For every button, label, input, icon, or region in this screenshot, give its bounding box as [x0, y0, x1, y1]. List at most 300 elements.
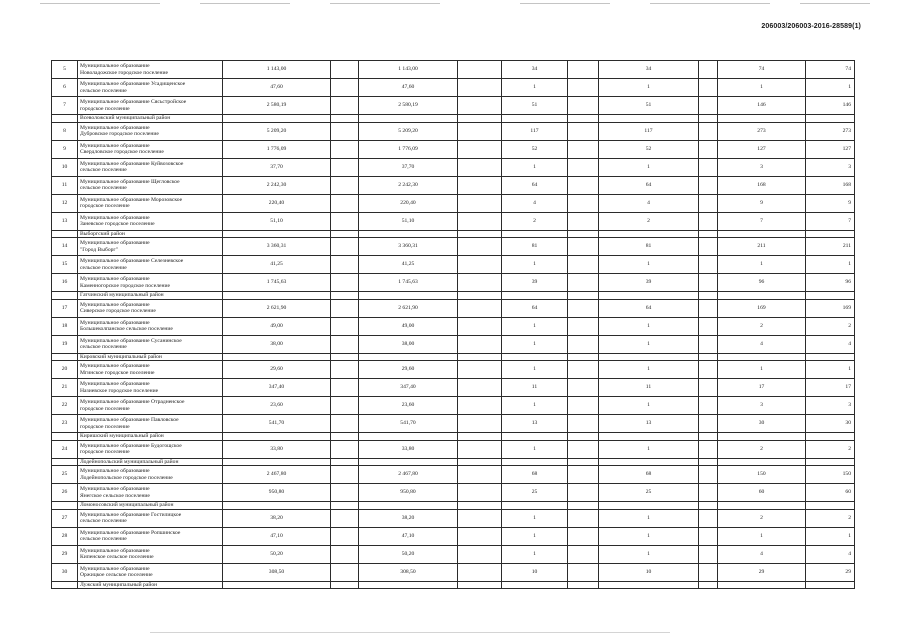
- empty-cell: [699, 158, 718, 176]
- count-cell: 1: [502, 440, 568, 458]
- count-cell: 1: [502, 335, 568, 353]
- count-cell: 17: [718, 379, 806, 397]
- count-cell: 1: [502, 527, 568, 545]
- count-cell: 29: [806, 563, 855, 581]
- municipality-name-cell: [78, 502, 223, 510]
- count-cell: 146: [718, 97, 806, 115]
- area-cell: 41,25: [223, 256, 331, 274]
- empty-cell: [458, 563, 502, 581]
- empty-cell: [502, 502, 568, 510]
- count-cell: 2: [599, 212, 699, 230]
- count-cell: 1: [599, 317, 699, 335]
- empty-cell: [568, 292, 599, 300]
- count-cell: 2: [806, 509, 855, 527]
- municipality-name-cell: [78, 292, 223, 300]
- count-cell: 81: [599, 238, 699, 256]
- empty-cell: [806, 115, 855, 123]
- table-row: [52, 256, 855, 274]
- table-row: [52, 466, 855, 484]
- table-row: [52, 79, 855, 97]
- municipality-name-line: Всеволожский муниципальный район: [80, 115, 171, 121]
- count-cell: 168: [806, 176, 855, 194]
- municipality-name-line: Муниципальное образование: [80, 363, 150, 369]
- count-cell: 60: [718, 484, 806, 502]
- table-row: [52, 97, 855, 115]
- empty-cell: [331, 440, 359, 458]
- count-cell: 211: [806, 238, 855, 256]
- count-cell: 2: [806, 317, 855, 335]
- municipality-name-cell: [78, 581, 223, 589]
- municipality-name-line: Кипенское сельское поселение: [80, 554, 154, 560]
- area-cell: 50,20: [223, 545, 331, 563]
- empty-cell: [699, 581, 718, 589]
- empty-cell: [699, 458, 718, 466]
- empty-cell: [359, 292, 458, 300]
- count-cell: 68: [502, 466, 568, 484]
- row-number-cell: 13: [52, 212, 78, 230]
- empty-cell: [599, 353, 699, 361]
- empty-cell: [699, 484, 718, 502]
- area-cell: 33,80: [223, 440, 331, 458]
- count-cell: 117: [599, 122, 699, 140]
- municipality-name-line: Муниципальное образование Ропшинское: [80, 529, 181, 536]
- table-row: [52, 299, 855, 317]
- empty-cell: [331, 212, 359, 230]
- municipality-name-line: сельское поселение: [80, 518, 127, 524]
- empty-cell: [568, 115, 599, 123]
- municipality-name-line: сельское поселение: [80, 87, 127, 94]
- empty-cell: [458, 545, 502, 563]
- count-cell: 1: [502, 397, 568, 415]
- empty-cell: [458, 230, 502, 238]
- empty-cell: [458, 122, 502, 140]
- district-header-row: [52, 458, 855, 466]
- empty-cell: [568, 379, 599, 397]
- municipality-name-cell: [78, 466, 223, 484]
- count-cell: 1: [806, 361, 855, 379]
- empty-cell: [599, 433, 699, 441]
- count-cell: 2: [718, 317, 806, 335]
- district-header-row: [52, 433, 855, 441]
- empty-cell: [599, 502, 699, 510]
- count-cell: 1: [502, 317, 568, 335]
- empty-cell: [331, 361, 359, 379]
- municipality-name-cell: [78, 440, 223, 458]
- empty-cell: [331, 484, 359, 502]
- count-cell: 52: [599, 140, 699, 158]
- area-cell: 347,40: [223, 379, 331, 397]
- row-number-cell: [52, 292, 78, 300]
- empty-cell: [458, 79, 502, 97]
- empty-cell: [331, 527, 359, 545]
- municipality-name-line: Кировский муниципальный район: [80, 353, 162, 360]
- count-cell: 1: [806, 256, 855, 274]
- municipality-name-cell: [78, 115, 223, 123]
- empty-cell: [568, 458, 599, 466]
- row-number-cell: 19: [52, 335, 78, 353]
- count-cell: 60: [806, 484, 855, 502]
- empty-cell: [568, 353, 599, 361]
- count-cell: 127: [718, 140, 806, 158]
- count-cell: 1: [599, 397, 699, 415]
- empty-cell: [699, 274, 718, 292]
- row-number-cell: [52, 433, 78, 441]
- area-cell: 950,80: [223, 484, 331, 502]
- municipality-name-line: Муниципальное образование: [80, 276, 150, 282]
- area-cell: 3 360,31: [359, 238, 458, 256]
- area-cell: 51,10: [223, 212, 331, 230]
- municipality-name-line: Муниципальное образование Сусанинское: [80, 337, 182, 344]
- table-row: [52, 61, 855, 79]
- table-row: [52, 397, 855, 415]
- empty-cell: [718, 502, 806, 510]
- count-cell: 1: [502, 509, 568, 527]
- empty-cell: [699, 238, 718, 256]
- empty-cell: [568, 176, 599, 194]
- count-cell: 169: [806, 299, 855, 317]
- empty-cell: [699, 509, 718, 527]
- table-row: [52, 527, 855, 545]
- table-row: [52, 274, 855, 292]
- table-row: [52, 361, 855, 379]
- row-number-cell: 18: [52, 317, 78, 335]
- table-row: [52, 158, 855, 176]
- table-row: [52, 335, 855, 353]
- row-number-cell: 29: [52, 545, 78, 563]
- empty-cell: [699, 397, 718, 415]
- municipality-name-cell: [78, 361, 223, 379]
- empty-cell: [568, 230, 599, 238]
- empty-cell: [568, 440, 599, 458]
- empty-cell: [568, 122, 599, 140]
- table-row: [52, 317, 855, 335]
- municipality-name-cell: [78, 527, 223, 545]
- empty-cell: [568, 484, 599, 502]
- count-cell: 273: [806, 122, 855, 140]
- empty-cell: [331, 502, 359, 510]
- empty-cell: [458, 509, 502, 527]
- municipality-name-line: Муниципальное образование: [80, 565, 150, 572]
- district-header-row: [52, 230, 855, 238]
- empty-cell: [568, 256, 599, 274]
- empty-cell: [806, 230, 855, 238]
- area-cell: 29,60: [223, 361, 331, 379]
- count-cell: 9: [806, 194, 855, 212]
- empty-cell: [699, 176, 718, 194]
- empty-cell: [699, 527, 718, 545]
- empty-cell: [699, 353, 718, 361]
- empty-cell: [502, 292, 568, 300]
- municipality-name-line: сельское поселение: [80, 536, 127, 542]
- empty-cell: [359, 502, 458, 510]
- empty-cell: [331, 458, 359, 466]
- municipality-name-line: Сиверское городское поселение: [80, 308, 156, 314]
- count-cell: 7: [806, 212, 855, 230]
- empty-cell: [599, 230, 699, 238]
- municipality-name-line: "Город Выборг": [80, 246, 119, 253]
- empty-cell: [331, 509, 359, 527]
- municipality-name-cell: [78, 484, 223, 502]
- count-cell: 211: [718, 238, 806, 256]
- area-cell: 23,60: [223, 397, 331, 415]
- empty-cell: [331, 581, 359, 589]
- empty-cell: [699, 502, 718, 510]
- empty-cell: [331, 79, 359, 97]
- empty-cell: [359, 115, 458, 123]
- count-cell: 4: [806, 545, 855, 563]
- empty-cell: [568, 317, 599, 335]
- table-row: [52, 563, 855, 581]
- municipality-name-line: городское поселение: [80, 105, 130, 112]
- municipality-name-line: Муниципальное образование Морозовское: [80, 196, 183, 203]
- area-cell: 347,40: [359, 379, 458, 397]
- count-cell: 1: [599, 256, 699, 274]
- count-cell: 30: [806, 415, 855, 433]
- empty-cell: [223, 230, 331, 238]
- area-cell: 1 745,63: [359, 274, 458, 292]
- empty-cell: [502, 115, 568, 123]
- count-cell: 64: [599, 176, 699, 194]
- empty-cell: [568, 140, 599, 158]
- count-cell: 2: [502, 212, 568, 230]
- empty-cell: [699, 440, 718, 458]
- count-cell: 11: [599, 379, 699, 397]
- area-cell: 23,60: [359, 397, 458, 415]
- municipality-name-line: Дубровское городское поселение: [80, 131, 159, 137]
- row-number-cell: 26: [52, 484, 78, 502]
- municipality-name-line: Муниципальное образование Усадищенское: [80, 81, 186, 87]
- count-cell: 1: [599, 509, 699, 527]
- area-cell: 38,20: [223, 509, 331, 527]
- area-cell: 2 580,19: [223, 97, 331, 115]
- row-number-cell: 9: [52, 140, 78, 158]
- count-cell: 1: [599, 158, 699, 176]
- empty-cell: [568, 502, 599, 510]
- count-cell: 2: [718, 440, 806, 458]
- empty-cell: [331, 466, 359, 484]
- empty-cell: [223, 292, 331, 300]
- area-cell: 51,10: [359, 212, 458, 230]
- empty-cell: [331, 292, 359, 300]
- empty-cell: [568, 581, 599, 589]
- row-number-cell: 25: [52, 466, 78, 484]
- count-cell: 1: [502, 158, 568, 176]
- area-cell: 2 580,19: [359, 97, 458, 115]
- district-header-row: [52, 581, 855, 589]
- empty-cell: [699, 61, 718, 79]
- municipality-name-line: сельское поселение: [80, 344, 127, 350]
- count-cell: 9: [718, 194, 806, 212]
- count-cell: 39: [599, 274, 699, 292]
- empty-cell: [458, 335, 502, 353]
- empty-cell: [806, 581, 855, 589]
- empty-cell: [568, 61, 599, 79]
- count-cell: 1: [718, 79, 806, 97]
- empty-cell: [806, 502, 855, 510]
- count-cell: 39: [502, 274, 568, 292]
- empty-cell: [331, 274, 359, 292]
- count-cell: 96: [806, 274, 855, 292]
- empty-cell: [806, 458, 855, 466]
- document-code: 206003/206003-2016-28589(1): [761, 23, 861, 30]
- count-cell: 4: [718, 545, 806, 563]
- municipality-name-line: Муниципальное образование Куйвозовское: [80, 160, 184, 167]
- municipality-name-cell: [78, 61, 223, 79]
- empty-cell: [331, 238, 359, 256]
- empty-cell: [568, 238, 599, 256]
- municipality-name-line: Заневское городское поселение: [80, 221, 155, 227]
- municipality-name-line: Муниципальное образование: [80, 486, 150, 492]
- empty-cell: [458, 176, 502, 194]
- empty-cell: [458, 256, 502, 274]
- empty-cell: [502, 433, 568, 441]
- empty-cell: [223, 353, 331, 361]
- municipality-name-line: Муниципальное образование: [80, 142, 150, 149]
- empty-cell: [331, 122, 359, 140]
- row-number-cell: 7: [52, 97, 78, 115]
- empty-cell: [806, 292, 855, 300]
- area-cell: 38,00: [223, 335, 331, 353]
- count-cell: 34: [502, 61, 568, 79]
- municipality-name-line: Оржицкое сельское поселение: [80, 572, 153, 578]
- municipality-name-line: Муниципальное образование Отрадненское: [80, 399, 185, 405]
- count-cell: 150: [718, 466, 806, 484]
- empty-cell: [699, 256, 718, 274]
- empty-cell: [223, 433, 331, 441]
- municipality-name-line: сельское поселение: [80, 185, 127, 191]
- empty-cell: [359, 353, 458, 361]
- count-cell: 52: [502, 140, 568, 158]
- empty-cell: [699, 122, 718, 140]
- empty-cell: [699, 299, 718, 317]
- row-number-cell: 10: [52, 158, 78, 176]
- area-cell: 541,70: [223, 415, 331, 433]
- district-header-row: [52, 115, 855, 123]
- empty-cell: [458, 158, 502, 176]
- empty-cell: [458, 292, 502, 300]
- area-cell: 37,70: [223, 158, 331, 176]
- row-number-cell: [52, 353, 78, 361]
- empty-cell: [699, 335, 718, 353]
- municipality-name-cell: [78, 79, 223, 97]
- empty-cell: [223, 115, 331, 123]
- empty-cell: [331, 115, 359, 123]
- area-cell: 220,40: [359, 194, 458, 212]
- municipality-name-line: Выборгский район: [80, 230, 125, 237]
- municipality-name-cell: [78, 335, 223, 353]
- empty-cell: [699, 194, 718, 212]
- empty-cell: [699, 97, 718, 115]
- count-cell: 7: [718, 212, 806, 230]
- area-cell: 2 242,30: [359, 176, 458, 194]
- count-cell: 127: [806, 140, 855, 158]
- empty-cell: [599, 458, 699, 466]
- count-cell: 1: [806, 527, 855, 545]
- empty-cell: [331, 194, 359, 212]
- municipality-name-cell: [78, 317, 223, 335]
- area-cell: 47,10: [359, 527, 458, 545]
- area-cell: 2 621,90: [359, 299, 458, 317]
- empty-cell: [331, 158, 359, 176]
- municipality-name-cell: [78, 415, 223, 433]
- municipality-name-line: Мгинское городское поселение: [80, 369, 155, 376]
- count-cell: 10: [502, 563, 568, 581]
- municipality-name-cell: [78, 563, 223, 581]
- municipality-name-line: Лодейнопольский муниципальный район: [80, 458, 179, 465]
- area-cell: 2 621,90: [223, 299, 331, 317]
- empty-cell: [458, 397, 502, 415]
- count-cell: 117: [502, 122, 568, 140]
- empty-cell: [458, 484, 502, 502]
- count-cell: 64: [502, 176, 568, 194]
- municipality-name-cell: [78, 176, 223, 194]
- empty-cell: [599, 581, 699, 589]
- row-number-cell: [52, 502, 78, 510]
- municipality-name-line: Муниципальное образование Павловское: [80, 417, 179, 423]
- row-number-cell: 24: [52, 440, 78, 458]
- row-number-cell: [52, 115, 78, 123]
- empty-cell: [568, 212, 599, 230]
- row-number-cell: 20: [52, 361, 78, 379]
- row-number-cell: 11: [52, 176, 78, 194]
- count-cell: 4: [502, 194, 568, 212]
- empty-cell: [699, 317, 718, 335]
- empty-cell: [599, 292, 699, 300]
- empty-cell: [458, 415, 502, 433]
- table-row: [52, 122, 855, 140]
- empty-cell: [699, 230, 718, 238]
- row-number-cell: 23: [52, 415, 78, 433]
- empty-cell: [568, 299, 599, 317]
- area-cell: 2 467,80: [223, 466, 331, 484]
- empty-cell: [458, 194, 502, 212]
- municipality-name-line: Муниципальное образование Селезневское: [80, 258, 184, 264]
- empty-cell: [331, 299, 359, 317]
- count-cell: 1: [599, 335, 699, 353]
- count-cell: 34: [599, 61, 699, 79]
- count-cell: 1: [806, 79, 855, 97]
- count-cell: 4: [599, 194, 699, 212]
- count-cell: 2: [806, 440, 855, 458]
- row-number-cell: [52, 230, 78, 238]
- count-cell: 25: [502, 484, 568, 502]
- empty-cell: [359, 458, 458, 466]
- municipality-name-cell: [78, 140, 223, 158]
- count-cell: 10: [599, 563, 699, 581]
- area-cell: 308,50: [223, 563, 331, 581]
- count-cell: 1: [502, 545, 568, 563]
- empty-cell: [699, 563, 718, 581]
- municipality-name-cell: [78, 379, 223, 397]
- empty-cell: [331, 176, 359, 194]
- municipality-name-line: Каменногорское городское поселение: [80, 282, 170, 289]
- table-row: [52, 194, 855, 212]
- count-cell: 1: [502, 361, 568, 379]
- empty-cell: [359, 581, 458, 589]
- row-number-cell: 16: [52, 274, 78, 292]
- municipality-name-line: Муниципальное образование: [80, 319, 150, 326]
- empty-cell: [331, 256, 359, 274]
- count-cell: 2: [718, 509, 806, 527]
- empty-cell: [458, 115, 502, 123]
- table-row: [52, 176, 855, 194]
- empty-cell: [458, 274, 502, 292]
- empty-cell: [458, 317, 502, 335]
- area-cell: 220,40: [223, 194, 331, 212]
- row-number-cell: 28: [52, 527, 78, 545]
- municipality-name-cell: [78, 397, 223, 415]
- empty-cell: [568, 361, 599, 379]
